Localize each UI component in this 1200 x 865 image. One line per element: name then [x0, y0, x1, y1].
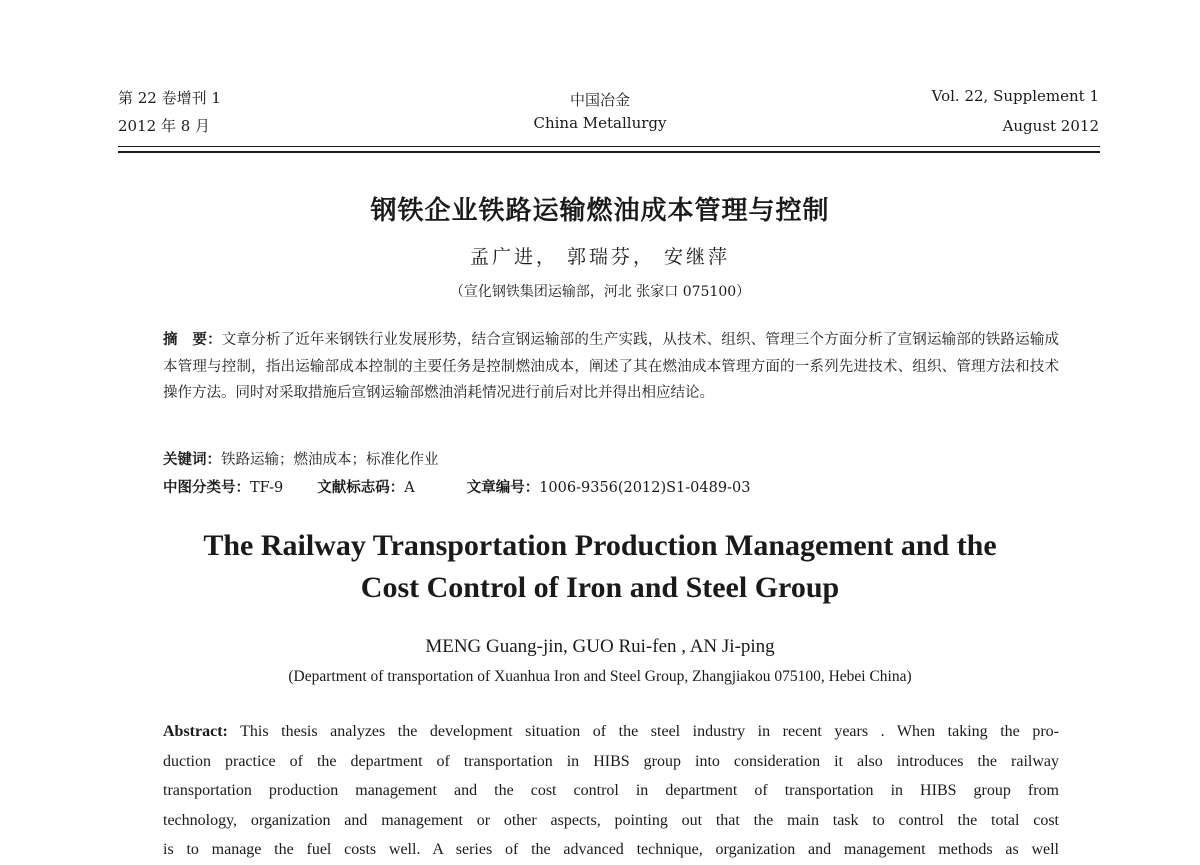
- doc-code-value: A: [404, 480, 415, 496]
- keywords-label-cn: 关键词：: [163, 452, 221, 468]
- affiliation-cn: （宣化钢铁集团运输部，河北 张家口 075100）: [449, 284, 751, 300]
- journal-volume-en: Vol. 22, Supplement 1: [931, 87, 1099, 105]
- abstract-en-line: is to manage the fuel costs well. A series of the advanced technique, organization and management methods as well: [163, 841, 1059, 858]
- abstract-label-cn: 摘 要：: [163, 332, 222, 348]
- abstract-en: [163, 717, 1059, 865]
- abstract-en-line: technology, organization and management or other aspects, pointing out that the main task to control the total cost: [163, 811, 1059, 829]
- paper-title-en: [0, 525, 1200, 609]
- classification-line: [163, 478, 750, 498]
- keywords-text-cn: 铁路运输；燃油成本；标准化作业: [221, 452, 439, 468]
- paper-title-en-line1: The Railway Transportation Production Management and the: [203, 529, 997, 562]
- doc-code-label: 文献标志码：: [317, 480, 405, 496]
- abstract-en-line: duction practice of the department of transportation in HIBS group into consideration it also introduces the railway: [163, 752, 1059, 770]
- journal-date-cn: 2012 年 8 月: [118, 117, 211, 135]
- paper-title-en-line2: Cost Control of Iron and Steel Group: [360, 571, 840, 604]
- header-rule-thin: [118, 146, 1100, 147]
- article-no-label: 文章编号：: [466, 480, 540, 496]
- paper-title-cn: 钢铁企业铁路运输燃油成本管理与控制: [370, 196, 830, 226]
- journal-date-en: August 2012: [1002, 117, 1099, 135]
- abstract-text-cn: 文章分析了近年来钢铁行业发展形势，结合宣钢运输部的生产实践，从技术、组织、管理三个方面分析了宣钢运输部的铁路运输成本管理与控制，指出运输部成本控制的主要任务是控制燃油成本，阐述了其在燃油成本管理方面的一系列先进技术、组织、管理方法和技术操作方法。同时对采取措施后宣钢运输部燃油消耗情况进行前后对比并得出相应结论。: [163, 332, 1060, 401]
- authors-cn: 孟广进， 郭瑞芬， 安继萍: [469, 246, 731, 268]
- abstract-cn: [163, 327, 1059, 407]
- abstract-en-line: Abstract: This thesis analyzes the development situation of the steel industry in recent years . When taking the pro-: [163, 723, 1060, 740]
- keywords-cn: [163, 450, 439, 470]
- article-no-value: 1006-9356(2012)S1-0489-03: [539, 480, 751, 496]
- class-value: TF-9: [250, 480, 284, 496]
- journal-volume-cn: 第 22 卷增刊 1: [118, 89, 221, 107]
- authors-en: MENG Guang-jin, GUO Rui-fen , AN Ji-ping: [425, 636, 775, 657]
- class-label: 中图分类号：: [163, 480, 250, 496]
- affiliation-en: (Department of transportation of Xuanhua Iron and Steel Group, Zhangjiakou 075100, Hebei China): [288, 668, 912, 685]
- journal-name-en: China Metallurgy: [533, 114, 667, 132]
- header-rule-thick: [118, 151, 1100, 153]
- abstract-en-line: transportation production management and the cost control in department of transportation in HIBS group from: [163, 782, 1059, 799]
- abstract-label-en: Abstract:: [163, 723, 228, 740]
- journal-name-cn: 中国冶金: [569, 91, 630, 109]
